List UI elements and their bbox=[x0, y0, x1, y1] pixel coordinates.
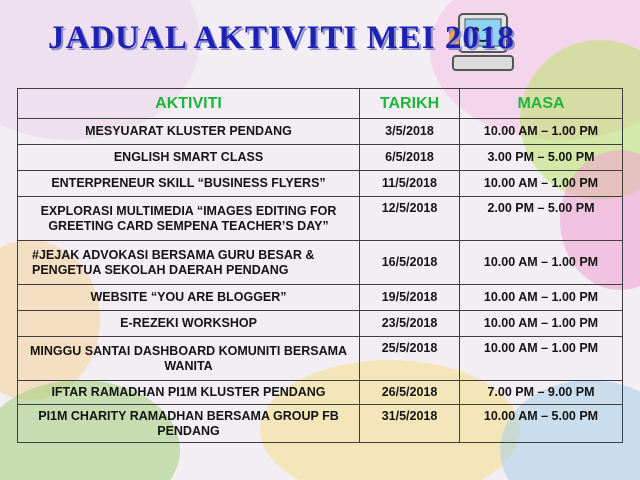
table-row bbox=[18, 381, 623, 405]
cell-tarikh: 26/5/2018 bbox=[360, 381, 460, 405]
cell-aktiviti: MINGGU SANTAI DASHBOARD KOMUNITI BERSAMA WANITA bbox=[18, 337, 360, 381]
table-row bbox=[18, 337, 623, 381]
cell-masa: 10.00 AM – 1.00 PM bbox=[460, 311, 623, 337]
cell-masa: 3.00 PM – 5.00 PM bbox=[460, 145, 623, 171]
cell-aktiviti: ENGLISH SMART CLASS bbox=[18, 145, 360, 171]
table-row bbox=[18, 405, 623, 443]
table-row bbox=[18, 285, 623, 311]
cell-aktiviti: IFTAR RAMADHAN PI1M KLUSTER PENDANG bbox=[18, 381, 360, 405]
cell-masa: 2.00 PM – 5.00 PM bbox=[460, 197, 623, 241]
header-aktiviti: AKTIVITI bbox=[18, 89, 360, 119]
cell-masa: 7.00 PM – 9.00 PM bbox=[460, 381, 623, 405]
table-row bbox=[18, 311, 623, 337]
cell-tarikh: 6/5/2018 bbox=[360, 145, 460, 171]
page-title: JADUAL AKTIVITI MEI 2018 bbox=[48, 20, 515, 56]
cell-tarikh: 23/5/2018 bbox=[360, 311, 460, 337]
cell-aktiviti: #JEJAK ADVOKASI BERSAMA GURU BESAR & PENGETUA SEKOLAH DAERAH PENDANG bbox=[18, 241, 360, 285]
cell-tarikh: 3/5/2018 bbox=[360, 119, 460, 145]
table-row bbox=[18, 145, 623, 171]
cell-aktiviti: EXPLORASI MULTIMEDIA “IMAGES EDITING FOR GREETING CARD SEMPENA TEACHER’S DAY” bbox=[18, 197, 360, 241]
table-row bbox=[18, 171, 623, 197]
cell-tarikh: 19/5/2018 bbox=[360, 285, 460, 311]
table-row bbox=[18, 197, 623, 241]
cell-tarikh: 25/5/2018 bbox=[360, 337, 460, 381]
cell-aktiviti: MESYUARAT KLUSTER PENDANG bbox=[18, 119, 360, 145]
header-tarikh: TARIKH bbox=[360, 89, 460, 119]
cell-aktiviti: WEBSITE “YOU ARE BLOGGER” bbox=[18, 285, 360, 311]
cell-masa: 10.00 AM – 1.00 PM bbox=[460, 337, 623, 381]
cell-tarikh: 31/5/2018 bbox=[360, 405, 460, 443]
activity-table bbox=[17, 88, 623, 443]
table-row bbox=[18, 119, 623, 145]
cell-aktiviti: E-REZEKI WORKSHOP bbox=[18, 311, 360, 337]
cell-tarikh: 16/5/2018 bbox=[360, 241, 460, 285]
table-row bbox=[18, 241, 623, 285]
table-header-row bbox=[18, 89, 623, 119]
cell-tarikh: 12/5/2018 bbox=[360, 197, 460, 241]
cell-aktiviti: ENTERPRENEUR SKILL “BUSINESS FLYERS” bbox=[18, 171, 360, 197]
cell-tarikh: 11/5/2018 bbox=[360, 171, 460, 197]
cell-masa: 10.00 AM – 1.00 PM bbox=[460, 119, 623, 145]
cell-masa: 10.00 AM – 1.00 PM bbox=[460, 171, 623, 197]
cell-aktiviti: PI1M CHARITY RAMADHAN BERSAMA GROUP FB PENDANG bbox=[18, 405, 360, 443]
header-masa: MASA bbox=[460, 89, 623, 119]
cell-masa: 10.00 AM – 5.00 PM bbox=[460, 405, 623, 443]
cell-masa: 10.00 AM – 1.00 PM bbox=[460, 285, 623, 311]
cell-masa: 10.00 AM – 1.00 PM bbox=[460, 241, 623, 285]
